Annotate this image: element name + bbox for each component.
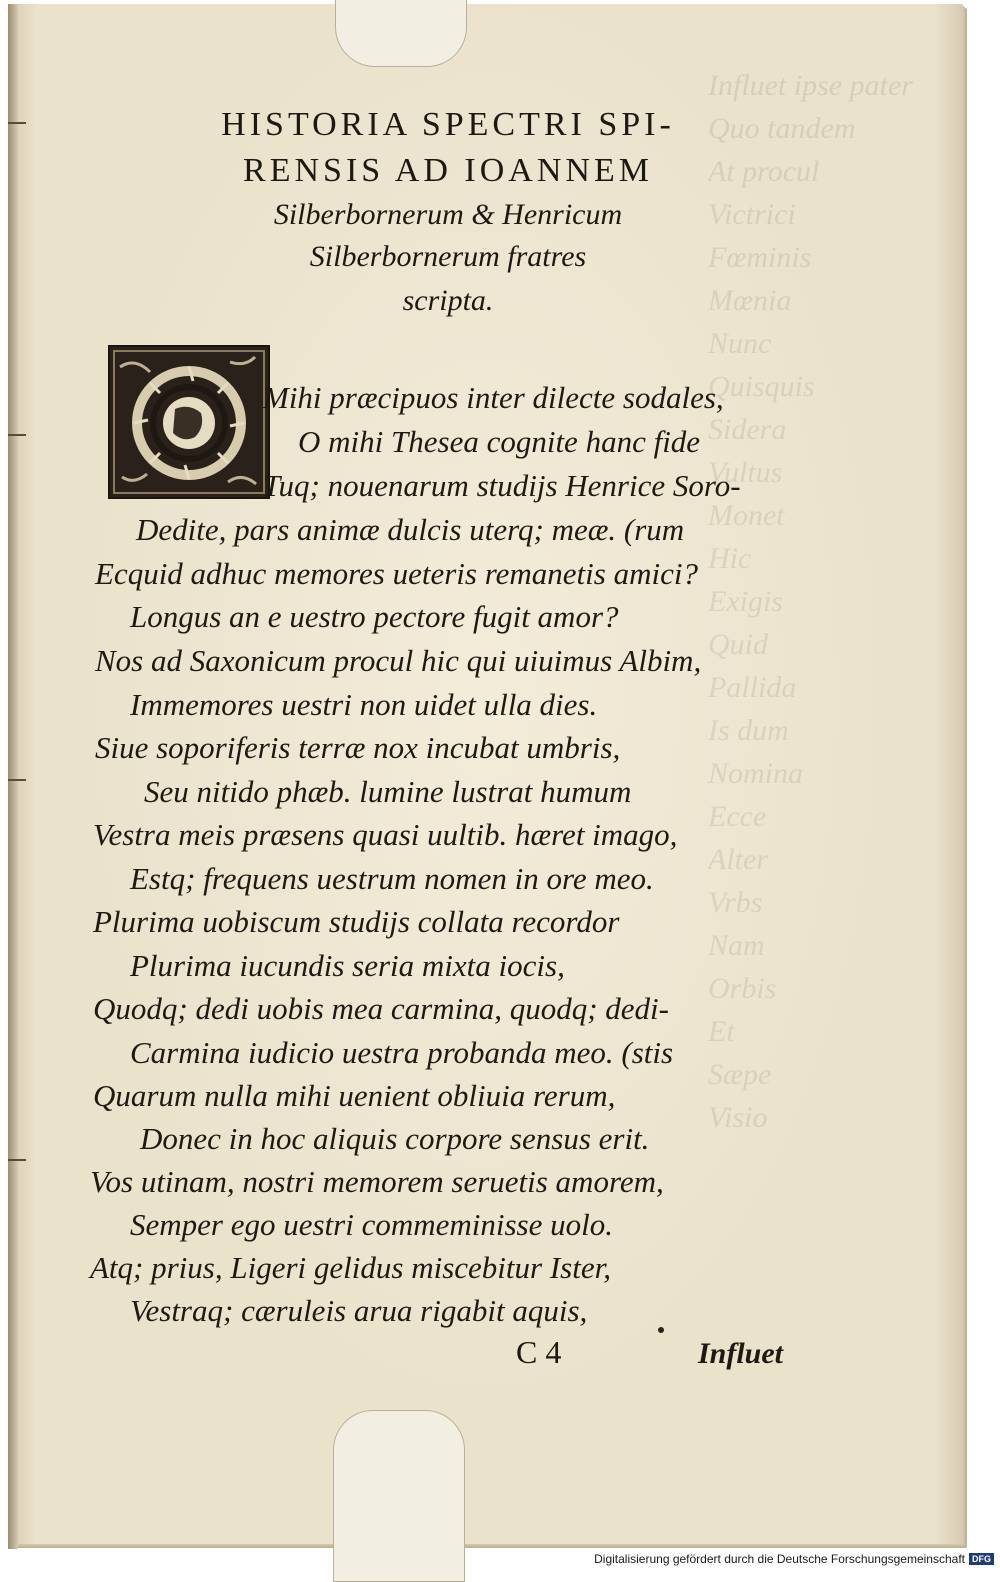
verse-line: Estq; frequens uestrum nomen in ore meo.	[130, 861, 654, 896]
scanner-clip-top	[335, 0, 467, 67]
verse-line: O mihi Thesea cognite hanc fide	[298, 424, 701, 459]
footer-credit	[594, 1552, 994, 1566]
verse-line: Vestraq; cæruleis arua rigabit aquis,	[130, 1293, 588, 1328]
verse-line: Plurima iucundis seria mixta iocis,	[130, 948, 565, 983]
heading-line-5: scripta.	[402, 284, 494, 317]
verse-line: Siue soporiferis terræ nox incubat umbris,	[95, 730, 621, 765]
verse-line: Longus an e uestro pectore fugit amor?	[130, 599, 619, 634]
verse-line: Quodq; dedi uobis mea carmina, quodq; dedi-	[93, 991, 669, 1026]
scanner-clip-bottom	[333, 1410, 465, 1582]
signature-mark: C 4	[516, 1334, 562, 1370]
verse-line: Vos utinam, nostri memorem seruetis amorem,	[90, 1164, 664, 1199]
verse-line: Donec in hoc aliquis corpore sensus erit.	[140, 1121, 650, 1156]
margin-mark	[8, 779, 26, 781]
heading-line-3: Silberbornerum & Henricum	[273, 198, 623, 231]
margin-mark	[8, 1159, 26, 1161]
book-page	[8, 4, 963, 1544]
ink-dot	[658, 1327, 664, 1333]
catchword: Influet	[698, 1337, 784, 1370]
decorated-initial-graphic	[110, 347, 268, 497]
verse-line: Semper ego uestri commeminisse uolo.	[130, 1207, 613, 1242]
margin-mark	[8, 434, 26, 436]
heading-line-2: RENSIS AD IOANNEM	[243, 152, 653, 189]
verse-line: Seu nitido phæb. lumine lustrat humum	[144, 774, 632, 809]
heading-line-4: Silberbornerum fratres	[309, 240, 587, 273]
verse-line: Vestra meis præsens quasi uultib. hæret imago,	[93, 817, 678, 852]
footer-text: Digitalisierung gefördert durch die Deutsche Forschungsgemeinschaft	[594, 1552, 965, 1566]
verse-line: Dedite, pars animæ dulcis uterq; meæ. (rum	[136, 512, 685, 547]
page-spine-edge	[8, 4, 18, 1549]
verse-line: Quarum nulla mihi uenient obliuia rerum,	[93, 1078, 616, 1113]
decorated-initial-o-icon	[108, 345, 270, 499]
verse-line: Ecquid adhuc memores ueteris remanetis amici?	[95, 556, 698, 591]
verse-line: Nos ad Saxonicum procul hic qui uiuimus Albim,	[95, 643, 702, 678]
verse-line: Atq; prius, Ligeri gelidus miscebitur Ister,	[90, 1250, 611, 1285]
heading-line-1: HISTORIA SPECTRI SPI-	[221, 106, 675, 143]
verse-line: Tuq; nouenarum studijs Henrice Soro-	[263, 468, 741, 503]
verse-line: Plurima uobiscum studijs collata recordor	[93, 904, 620, 939]
verse-line: Mihi præcipuos inter dilecte sodales,	[263, 380, 724, 415]
verse-line: Immemores uestri non uidet ulla dies.	[130, 687, 598, 722]
show-through-text: Influet ipse pater Quo tandem At procul Victrici Fœminis Mœnia Nunc Quisquis Sidera Vultus Monet Hic Exigis Quid Pallida Is dum Nomina Ecce Alter Vrbs Nam Orbis Et Sæpe Visio	[708, 69, 913, 1134]
margin-mark	[8, 122, 26, 124]
dfg-logo-icon: DFG	[969, 1553, 994, 1565]
verse-line: Carmina iudicio uestra probanda meo. (stis	[130, 1035, 674, 1070]
